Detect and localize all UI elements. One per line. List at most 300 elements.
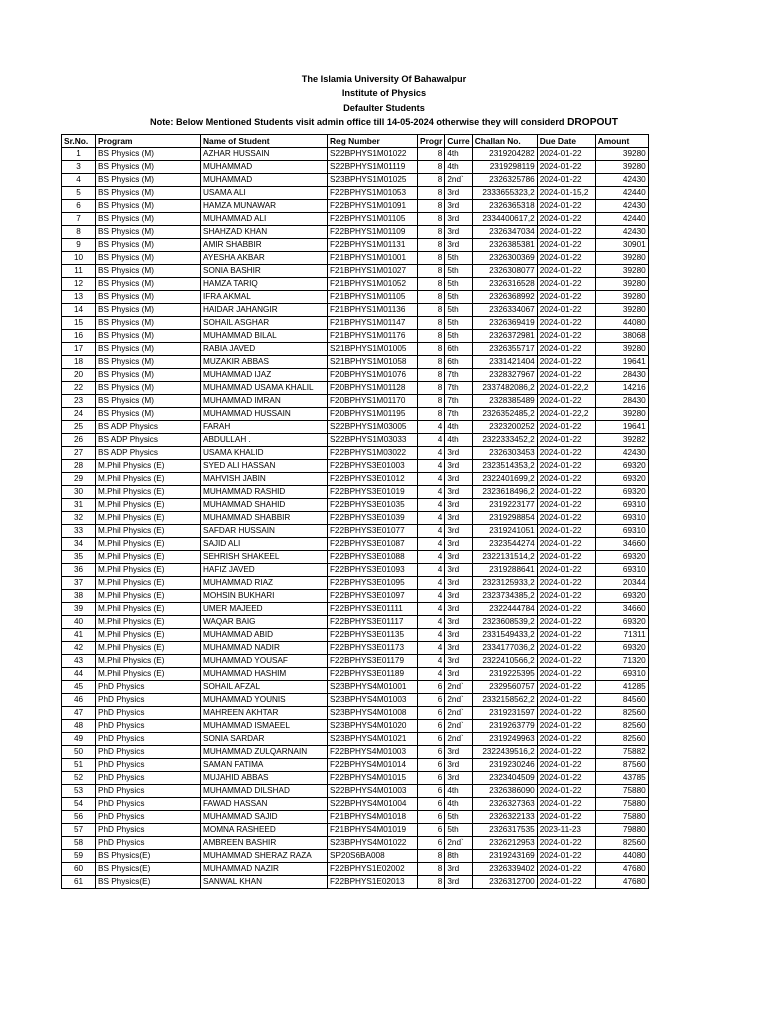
cell-amount: 69320 xyxy=(595,473,648,486)
cell-program: BS Physics(E) xyxy=(96,876,201,889)
cell-sr-no: 33 xyxy=(62,525,96,538)
cell-reg-number: F21BPHYS1M01052 xyxy=(328,278,418,291)
cell-student-name: SAMAN FATIMA xyxy=(201,759,328,772)
cell-student-name: HAFIZ JAVED xyxy=(201,564,328,577)
cell-current-semester: 3rd xyxy=(445,590,472,603)
cell-amount: 42430 xyxy=(595,200,648,213)
table-row xyxy=(62,668,649,681)
note-text: Note: Below Mentioned Students visit admin office till 14-05-2024 otherwise they will considerd xyxy=(149,116,568,127)
cell-amount: 19641 xyxy=(595,356,648,369)
cell-challan-no: 2323404509 xyxy=(472,772,537,785)
cell-current-semester: 3rd xyxy=(445,668,472,681)
cell-reg-number: F22BPHYS1M01053 xyxy=(328,187,418,200)
cell-sr-no: 17 xyxy=(62,343,96,356)
cell-challan-no: 2326369419 xyxy=(472,317,537,330)
cell-current-semester: 4th xyxy=(445,434,472,447)
cell-challan-no: 2319225395 xyxy=(472,668,537,681)
cell-program-duration: 6 xyxy=(418,798,445,811)
cell-program: PhD Physics xyxy=(96,707,201,720)
table-row xyxy=(62,174,649,187)
cell-current-semester: 3rd xyxy=(445,486,472,499)
cell-program-duration: 4 xyxy=(418,499,445,512)
cell-student-name: FARAH xyxy=(201,421,328,434)
cell-challan-no: 2322444784 xyxy=(472,603,537,616)
table-row xyxy=(62,525,649,538)
cell-student-name: WAQAR BAIG xyxy=(201,616,328,629)
cell-challan-no: 2319231597 xyxy=(472,707,537,720)
cell-program-duration: 4 xyxy=(418,629,445,642)
cell-sr-no: 23 xyxy=(62,395,96,408)
cell-due-date: 2024-01-22 xyxy=(537,213,595,226)
cell-amount: 42430 xyxy=(595,447,648,460)
cell-sr-no: 16 xyxy=(62,330,96,343)
cell-current-semester: 2nd` xyxy=(445,681,472,694)
cell-student-name: MAHVISH JABIN xyxy=(201,473,328,486)
cell-program-duration: 8 xyxy=(418,291,445,304)
table-row xyxy=(62,655,649,668)
cell-reg-number: F22BPHYS4M01003 xyxy=(328,746,418,759)
cell-current-semester: 5th xyxy=(445,330,472,343)
table-row xyxy=(62,460,649,473)
cell-amount: 44080 xyxy=(595,850,648,863)
cell-student-name: USAMA KHALID xyxy=(201,447,328,460)
cell-program: PhD Physics xyxy=(96,824,201,837)
column-header-sr-no: Sr.No. xyxy=(62,135,96,148)
cell-challan-no: 2326339402 xyxy=(472,863,537,876)
table-row xyxy=(62,564,649,577)
cell-sr-no: 36 xyxy=(62,564,96,577)
cell-current-semester: 5th xyxy=(445,291,472,304)
cell-current-semester: 3rd xyxy=(445,525,472,538)
cell-amount: 84560 xyxy=(595,694,648,707)
cell-due-date: 2024-01-22,2 xyxy=(537,408,595,421)
cell-student-name: MUJAHID ABBAS xyxy=(201,772,328,785)
cell-program-duration: 8 xyxy=(418,356,445,369)
cell-current-semester: 5th xyxy=(445,824,472,837)
cell-student-name: MUHAMMAD BILAL xyxy=(201,330,328,343)
table-row xyxy=(62,356,649,369)
cell-program-duration: 4 xyxy=(418,551,445,564)
cell-program-duration: 8 xyxy=(418,200,445,213)
cell-sr-no: 26 xyxy=(62,434,96,447)
cell-program-duration: 8 xyxy=(418,330,445,343)
cell-current-semester: 3rd xyxy=(445,447,472,460)
cell-program: BS ADP Physics xyxy=(96,421,201,434)
cell-amount: 38068 xyxy=(595,330,648,343)
cell-amount: 82560 xyxy=(595,720,648,733)
cell-amount: 69320 xyxy=(595,590,648,603)
cell-challan-no: 2331549433,2 xyxy=(472,629,537,642)
cell-current-semester: 7th xyxy=(445,395,472,408)
cell-program-duration: 4 xyxy=(418,564,445,577)
cell-reg-number: F20BPHYS1M01195 xyxy=(328,408,418,421)
cell-due-date: 2024-01-22 xyxy=(537,616,595,629)
cell-student-name: MUHAMMAD SAJID xyxy=(201,811,328,824)
cell-challan-no: 2333655323,2 xyxy=(472,187,537,200)
table-row xyxy=(62,239,649,252)
table-row xyxy=(62,278,649,291)
cell-reg-number: F22BPHYS3E01003 xyxy=(328,460,418,473)
cell-program: BS Physics (M) xyxy=(96,356,201,369)
table-row xyxy=(62,811,649,824)
cell-reg-number: S22BPHYS1M03033 xyxy=(328,434,418,447)
cell-amount: 87560 xyxy=(595,759,648,772)
cell-program-duration: 6 xyxy=(418,720,445,733)
cell-reg-number: F22BPHYS3E01035 xyxy=(328,499,418,512)
cell-challan-no: 2331421404 xyxy=(472,356,537,369)
cell-amount: 79880 xyxy=(595,824,648,837)
cell-amount: 82560 xyxy=(595,707,648,720)
dropout-note xyxy=(0,115,768,130)
cell-amount: 69320 xyxy=(595,460,648,473)
table-row xyxy=(62,512,649,525)
cell-sr-no: 20 xyxy=(62,369,96,382)
cell-reg-number: F22BPHYS1M03022 xyxy=(328,447,418,460)
cell-student-name: MUHAMMAD SHERAZ RAZA xyxy=(201,850,328,863)
cell-program-duration: 4 xyxy=(418,590,445,603)
cell-reg-number: S23BPHYS4M01021 xyxy=(328,733,418,746)
cell-program: PhD Physics xyxy=(96,733,201,746)
cell-program: PhD Physics xyxy=(96,811,201,824)
cell-sr-no: 59 xyxy=(62,850,96,863)
cell-amount: 69320 xyxy=(595,551,648,564)
cell-challan-no: 2323200252 xyxy=(472,421,537,434)
cell-amount: 47680 xyxy=(595,876,648,889)
cell-sr-no: 60 xyxy=(62,863,96,876)
cell-challan-no: 2326308077 xyxy=(472,265,537,278)
cell-sr-no: 3 xyxy=(62,161,96,174)
cell-due-date: 2024-01-22 xyxy=(537,512,595,525)
cell-challan-no: 2319298119 xyxy=(472,161,537,174)
cell-program: BS Physics (M) xyxy=(96,161,201,174)
cell-current-semester: 3rd xyxy=(445,473,472,486)
cell-reg-number: F22BPHYS3E01077 xyxy=(328,525,418,538)
cell-current-semester: 3rd xyxy=(445,512,472,525)
cell-student-name: MUHAMMAD ABID xyxy=(201,629,328,642)
column-header-challan-no: Challan No. xyxy=(472,135,537,148)
cell-challan-no: 2319288641 xyxy=(472,564,537,577)
cell-amount: 69310 xyxy=(595,512,648,525)
cell-sr-no: 9 xyxy=(62,239,96,252)
cell-amount: 75880 xyxy=(595,798,648,811)
cell-due-date: 2024-01-22 xyxy=(537,499,595,512)
cell-program: BS Physics (M) xyxy=(96,239,201,252)
table-row xyxy=(62,252,649,265)
cell-current-semester: 5th xyxy=(445,265,472,278)
cell-reg-number: F22BPHYS4M01015 xyxy=(328,772,418,785)
cell-program-duration: 8 xyxy=(418,187,445,200)
cell-current-semester: 3rd xyxy=(445,655,472,668)
cell-student-name: SHAHZAD KHAN xyxy=(201,226,328,239)
cell-reg-number: F22BPHYS1M01105 xyxy=(328,213,418,226)
cell-reg-number: F21BPHYS1M01176 xyxy=(328,330,418,343)
column-header-due-date: Due Date xyxy=(537,135,595,148)
cell-challan-no: 2322401699,2 xyxy=(472,473,537,486)
cell-current-semester: 2nd` xyxy=(445,174,472,187)
cell-challan-no: 2326368992 xyxy=(472,291,537,304)
cell-program: BS Physics(E) xyxy=(96,850,201,863)
cell-program-duration: 6 xyxy=(418,694,445,707)
cell-sr-no: 34 xyxy=(62,538,96,551)
table-row xyxy=(62,707,649,720)
cell-due-date: 2024-01-22 xyxy=(537,369,595,382)
cell-due-date: 2024-01-22 xyxy=(537,785,595,798)
cell-current-semester: 3rd xyxy=(445,213,472,226)
cell-challan-no: 2323125933,2 xyxy=(472,577,537,590)
cell-student-name: SANWAL KHAN xyxy=(201,876,328,889)
cell-program-duration: 4 xyxy=(418,512,445,525)
table-row xyxy=(62,421,649,434)
cell-sr-no: 29 xyxy=(62,473,96,486)
cell-current-semester: 3rd xyxy=(445,551,472,564)
cell-due-date: 2024-01-22 xyxy=(537,733,595,746)
cell-student-name: SAFDAR HUSSAIN xyxy=(201,525,328,538)
cell-program: BS ADP Physics xyxy=(96,434,201,447)
cell-sr-no: 61 xyxy=(62,876,96,889)
note-emphasis: DROPOUT xyxy=(567,116,619,128)
cell-due-date: 2024-01-22 xyxy=(537,590,595,603)
cell-program: M.Phil Physics (E) xyxy=(96,577,201,590)
cell-due-date: 2024-01-22 xyxy=(537,603,595,616)
table-row xyxy=(62,304,649,317)
cell-program: M.Phil Physics (E) xyxy=(96,668,201,681)
cell-challan-no: 2322439516,2 xyxy=(472,746,537,759)
table-row xyxy=(62,746,649,759)
cell-student-name: SEHRISH SHAKEEL xyxy=(201,551,328,564)
cell-reg-number: F22BPHYS3E01111 xyxy=(328,603,418,616)
cell-reg-number: F22BPHYS3E01135 xyxy=(328,629,418,642)
cell-current-semester: 4th xyxy=(445,421,472,434)
cell-sr-no: 49 xyxy=(62,733,96,746)
cell-due-date: 2024-01-22 xyxy=(537,668,595,681)
table-row xyxy=(62,681,649,694)
cell-reg-number: F21BPHYS1M01001 xyxy=(328,252,418,265)
cell-program-duration: 6 xyxy=(418,785,445,798)
cell-program: BS Physics (M) xyxy=(96,330,201,343)
cell-program-duration: 4 xyxy=(418,434,445,447)
cell-reg-number: S23BPHYS1M01025 xyxy=(328,174,418,187)
cell-challan-no: 2326300369 xyxy=(472,252,537,265)
cell-program: BS Physics (M) xyxy=(96,278,201,291)
cell-program-duration: 4 xyxy=(418,642,445,655)
cell-reg-number: F22BPHYS3E01039 xyxy=(328,512,418,525)
cell-due-date: 2024-01-22 xyxy=(537,473,595,486)
cell-due-date: 2024-01-22 xyxy=(537,655,595,668)
cell-student-name: RABIA JAVED xyxy=(201,343,328,356)
cell-program-duration: 8 xyxy=(418,304,445,317)
cell-reg-number: F21BPHYS1M01136 xyxy=(328,304,418,317)
cell-program-duration: 4 xyxy=(418,616,445,629)
cell-current-semester: 7th xyxy=(445,369,472,382)
cell-sr-no: 10 xyxy=(62,252,96,265)
table-row xyxy=(62,798,649,811)
cell-sr-no: 52 xyxy=(62,772,96,785)
cell-program-duration: 8 xyxy=(418,278,445,291)
cell-program-duration: 8 xyxy=(418,343,445,356)
cell-challan-no: 2323618496,2 xyxy=(472,486,537,499)
cell-amount: 41285 xyxy=(595,681,648,694)
cell-program: M.Phil Physics (E) xyxy=(96,538,201,551)
cell-due-date: 2024-01-22 xyxy=(537,148,595,161)
cell-amount: 34660 xyxy=(595,603,648,616)
cell-reg-number: S22BPHYS1M03005 xyxy=(328,421,418,434)
cell-program: M.Phil Physics (E) xyxy=(96,460,201,473)
cell-challan-no: 2319204282 xyxy=(472,148,537,161)
cell-student-name: IFRA AKMAL xyxy=(201,291,328,304)
cell-amount: 30901 xyxy=(595,239,648,252)
cell-due-date: 2024-01-22 xyxy=(537,577,595,590)
cell-program-duration: 8 xyxy=(418,213,445,226)
cell-sr-no: 15 xyxy=(62,317,96,330)
cell-program: BS Physics (M) xyxy=(96,317,201,330)
cell-program: PhD Physics xyxy=(96,694,201,707)
cell-amount: 44080 xyxy=(595,317,648,330)
cell-sr-no: 53 xyxy=(62,785,96,798)
cell-reg-number: F20BPHYS1M01128 xyxy=(328,382,418,395)
cell-due-date: 2024-01-22 xyxy=(537,681,595,694)
cell-due-date: 2024-01-22 xyxy=(537,226,595,239)
table-row xyxy=(62,785,649,798)
cell-due-date: 2024-01-22 xyxy=(537,707,595,720)
cell-program-duration: 6 xyxy=(418,681,445,694)
cell-due-date: 2024-01-22 xyxy=(537,434,595,447)
cell-sr-no: 37 xyxy=(62,577,96,590)
cell-challan-no: 2334177036,2 xyxy=(472,642,537,655)
table-row xyxy=(62,265,649,278)
cell-student-name: MUHAMMAD HASHIM xyxy=(201,668,328,681)
cell-challan-no: 2326385381 xyxy=(472,239,537,252)
cell-amount: 39280 xyxy=(595,148,648,161)
cell-reg-number: S23BPHYS4M01001 xyxy=(328,681,418,694)
cell-sr-no: 13 xyxy=(62,291,96,304)
cell-sr-no: 6 xyxy=(62,200,96,213)
cell-amount: 39280 xyxy=(595,252,648,265)
cell-challan-no: 2329560757 xyxy=(472,681,537,694)
cell-program-duration: 8 xyxy=(418,174,445,187)
cell-current-semester: 3rd xyxy=(445,200,472,213)
cell-student-name: MUHAMMAD NAZIR xyxy=(201,863,328,876)
cell-program: BS Physics (M) xyxy=(96,265,201,278)
cell-sr-no: 35 xyxy=(62,551,96,564)
cell-sr-no: 25 xyxy=(62,421,96,434)
cell-sr-no: 41 xyxy=(62,629,96,642)
cell-student-name: MUHAMMAD USAMA KHALIL xyxy=(201,382,328,395)
cell-program-duration: 8 xyxy=(418,876,445,889)
cell-reg-number: F21BPHYS4M01019 xyxy=(328,824,418,837)
cell-due-date: 2024-01-22 xyxy=(537,811,595,824)
cell-student-name: MUHAMMAD YOUNIS xyxy=(201,694,328,707)
cell-due-date: 2024-01-22 xyxy=(537,395,595,408)
report-title: Defaulter Students xyxy=(343,102,425,113)
cell-challan-no: 2323734385,2 xyxy=(472,590,537,603)
table-body xyxy=(62,148,649,889)
cell-sr-no: 8 xyxy=(62,226,96,239)
cell-due-date: 2024-01-22 xyxy=(537,161,595,174)
cell-challan-no: 2319241051 xyxy=(472,525,537,538)
cell-sr-no: 12 xyxy=(62,278,96,291)
cell-current-semester: 2nd` xyxy=(445,837,472,850)
cell-due-date: 2024-01-22 xyxy=(537,252,595,265)
table-row xyxy=(62,187,649,200)
table-row xyxy=(62,473,649,486)
cell-challan-no: 2326327363 xyxy=(472,798,537,811)
cell-sr-no: 43 xyxy=(62,655,96,668)
cell-amount: 69320 xyxy=(595,642,648,655)
table-row xyxy=(62,577,649,590)
table-row xyxy=(62,330,649,343)
cell-due-date: 2024-01-22 xyxy=(537,304,595,317)
cell-student-name: FAWAD HASSAN xyxy=(201,798,328,811)
cell-current-semester: 5th xyxy=(445,278,472,291)
cell-program-duration: 8 xyxy=(418,161,445,174)
cell-current-semester: 3rd xyxy=(445,616,472,629)
cell-due-date: 2024-01-22 xyxy=(537,278,595,291)
cell-current-semester: 6th xyxy=(445,356,472,369)
cell-amount: 39280 xyxy=(595,343,648,356)
cell-current-semester: 3rd xyxy=(445,863,472,876)
cell-program: M.Phil Physics (E) xyxy=(96,525,201,538)
cell-sr-no: 7 xyxy=(62,213,96,226)
cell-program: M.Phil Physics (E) xyxy=(96,642,201,655)
cell-program: BS Physics (M) xyxy=(96,343,201,356)
cell-program: BS ADP Physics xyxy=(96,447,201,460)
cell-challan-no: 2326325786 xyxy=(472,174,537,187)
column-header-amount: Amount xyxy=(595,135,648,148)
cell-sr-no: 32 xyxy=(62,512,96,525)
cell-current-semester: 3rd xyxy=(445,577,472,590)
cell-reg-number: F22BPHYS3E01019 xyxy=(328,486,418,499)
cell-sr-no: 18 xyxy=(62,356,96,369)
cell-sr-no: 42 xyxy=(62,642,96,655)
cell-sr-no: 31 xyxy=(62,499,96,512)
table-row xyxy=(62,538,649,551)
cell-program: M.Phil Physics (E) xyxy=(96,499,201,512)
cell-due-date: 2024-01-22 xyxy=(537,343,595,356)
cell-sr-no: 47 xyxy=(62,707,96,720)
cell-student-name: MUHAMMAD ISMAEEL xyxy=(201,720,328,733)
cell-student-name: AYESHA AKBAR xyxy=(201,252,328,265)
institute-title: Institute of Physics xyxy=(341,88,427,99)
table-row xyxy=(62,161,649,174)
cell-current-semester: 3rd xyxy=(445,759,472,772)
cell-challan-no: 2334400617,2 xyxy=(472,213,537,226)
cell-due-date: 2024-01-22 xyxy=(537,265,595,278)
cell-student-name: MUHAMMAD RASHID xyxy=(201,486,328,499)
cell-program-duration: 4 xyxy=(418,460,445,473)
cell-sr-no: 38 xyxy=(62,590,96,603)
cell-due-date: 2024-01-22 xyxy=(537,330,595,343)
cell-due-date: 2024-01-22 xyxy=(537,525,595,538)
table-row xyxy=(62,720,649,733)
cell-reg-number: F22BPHYS3E01117 xyxy=(328,616,418,629)
cell-program-duration: 8 xyxy=(418,408,445,421)
cell-program: PhD Physics xyxy=(96,720,201,733)
cell-amount: 82560 xyxy=(595,733,648,746)
cell-student-name: MUHAMMAD YOUSAF xyxy=(201,655,328,668)
cell-amount: 39280 xyxy=(595,408,648,421)
cell-current-semester: 2nd` xyxy=(445,707,472,720)
cell-reg-number: F22BPHYS4M01014 xyxy=(328,759,418,772)
cell-program-duration: 8 xyxy=(418,252,445,265)
cell-program-duration: 8 xyxy=(418,148,445,161)
cell-student-name: MUHAMMAD ALI xyxy=(201,213,328,226)
cell-sr-no: 45 xyxy=(62,681,96,694)
cell-reg-number: F22BPHYS3E01087 xyxy=(328,538,418,551)
cell-student-name: MUHAMMAD IJAZ xyxy=(201,369,328,382)
cell-program-duration: 6 xyxy=(418,824,445,837)
table-row xyxy=(62,382,649,395)
cell-program: BS Physics (M) xyxy=(96,382,201,395)
